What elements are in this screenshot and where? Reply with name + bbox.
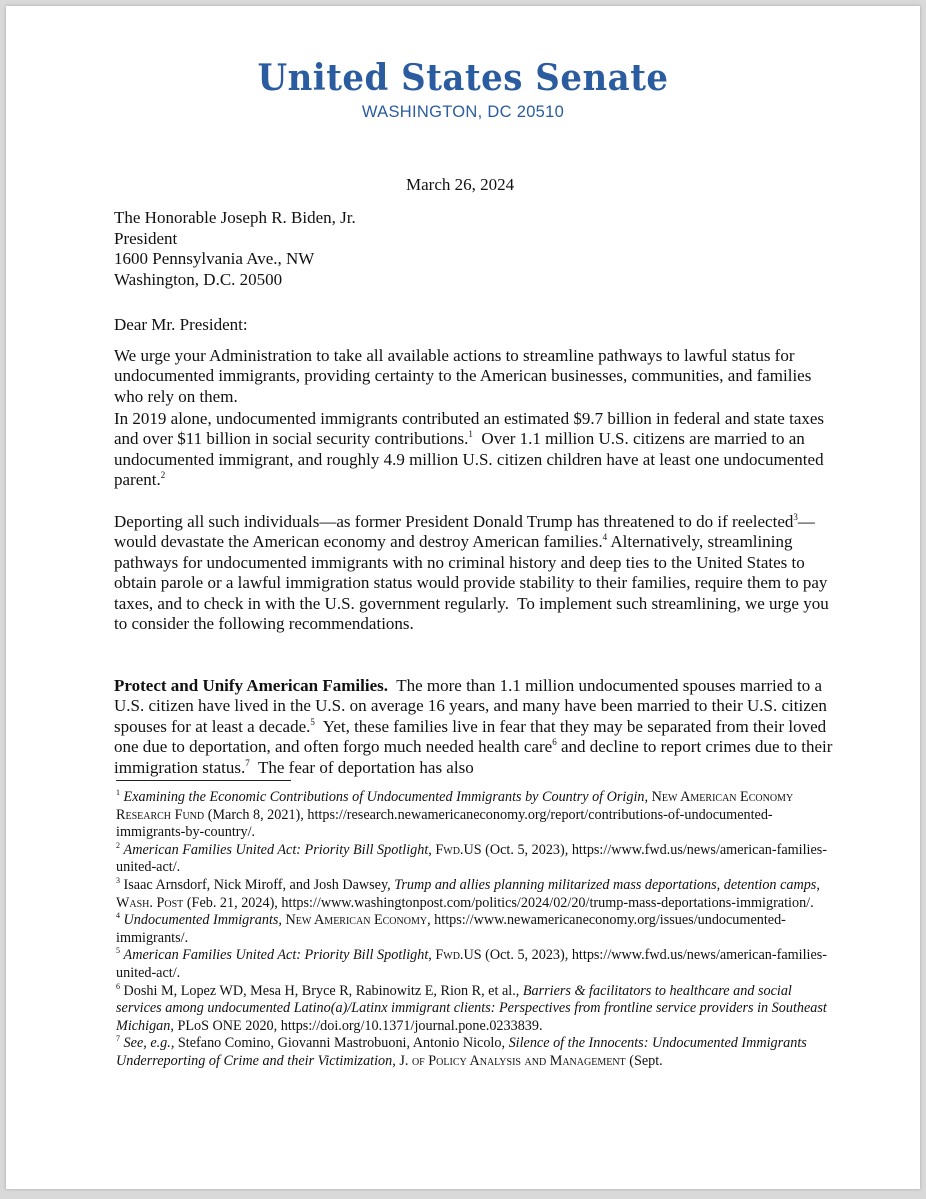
paragraph-2 <box>114 409 834 491</box>
footnote <box>116 1035 836 1070</box>
text: and decline to report crimes due to their immigration status. <box>114 737 833 777</box>
text: Deporting all such individuals—as former President Donald Trump has threatened to do if reelected <box>114 512 794 531</box>
paragraph-1: We urge your Administration to take all available actions to streamline pathways to lawful status for undocumented immigrants, providing certainty to the American businesses, communities, and families who rely on them. <box>114 346 812 406</box>
footnote-citation: (Oct. 5, 2023), https://www.fwd.us/news/american-families-united-act/. <box>116 947 828 981</box>
footnote <box>116 983 836 1036</box>
footnote-ref[interactable]: 3 <box>793 512 798 522</box>
footnote-citation: , PLoS ONE 2020, https://doi.org/10.1371/journal.pone.0233839. <box>170 1017 543 1034</box>
separator: , <box>816 876 820 893</box>
footnote-citation: (Oct. 5, 2023), https://www.fwd.us/news/american-families-united-act/. <box>116 841 828 876</box>
recipient-line: President <box>114 228 178 248</box>
footnote-title: Silence of the Innocents: Undocumented Immigrants Underreporting of Crime and their Victimization, <box>116 1035 807 1069</box>
footnote-ref[interactable]: 4 <box>602 532 608 543</box>
footnote-ref[interactable]: 5 <box>310 716 315 727</box>
footnote <box>116 877 836 912</box>
recipient-address <box>114 208 834 290</box>
text: Yet, these families live in fear that they may be separated from their loved one due to deportation, and often forgo much needed health care <box>114 716 831 757</box>
footnote-citation: , https://www.newamericaneconomy.org/issues/undocumented-immigrants/. <box>116 912 786 946</box>
footnote-citation: (Feb. 21, 2024), https://www.washingtonpost.com/politics/2024/02/20/trump-mass-deportations-immigration/. <box>183 894 814 911</box>
senate-address: WASHINGTON, DC 20510 <box>361 103 565 121</box>
footnote-title: American Families United Act: Priority Bill Spotlight, <box>123 841 432 858</box>
letterhead <box>6 58 920 122</box>
footnote-title: Undocumented Immigrants, <box>123 912 282 929</box>
footnote-authors: Doshi M, Lopez WD, Mesa H, Bryce R, Rabinowitz E, Rion R, et al., <box>123 982 523 999</box>
text: The fear of deportation has also <box>249 757 474 777</box>
paragraph-3 <box>114 512 834 634</box>
text: Over 1.1 million U.S. citizens are married to an undocumented immigrant, and roughly 4.9 million U.S. citizen children have at least one undocumented parent. <box>114 429 828 490</box>
footnote-ref[interactable]: 7 <box>245 757 250 768</box>
footnote-divider <box>116 780 291 781</box>
recipient-line: The Honorable Joseph R. Biden, Jr. <box>114 208 356 227</box>
footnote <box>116 789 836 842</box>
footnote-number: 1 <box>116 788 120 797</box>
salutation: Dear Mr. President: <box>114 315 248 334</box>
footnote <box>116 947 836 982</box>
section-heading: Protect and Unify American Families. <box>114 676 389 695</box>
footnote-title: American Families United Act: Priority Bill Spotlight, <box>123 947 432 964</box>
footnote-citation: (Sept. <box>625 1052 663 1069</box>
footnote-number: 7 <box>116 1034 120 1044</box>
footnote <box>116 842 836 877</box>
footnote-title: Examining the Economic Contributions of Undocumented Immigrants by Country of Origin, <box>123 789 649 805</box>
footnote-source: New American Economy <box>285 912 428 929</box>
text: The more than 1.1 million undocumented spouses married to a U.S. citizen have lived in the U.S. on average 16 years, and many have been married to their U.S. citizen spouses for at least a decade. <box>114 676 832 736</box>
footnote-ref[interactable]: 6 <box>552 737 557 748</box>
footnote <box>116 912 836 947</box>
recipient-line: 1600 Pennsylvania Ave., NW <box>114 249 315 268</box>
footnote-source: J. of Policy Analysis and Management <box>399 1052 626 1069</box>
footnote-source: Wash. Post <box>116 894 184 911</box>
footnote-authors: Isaac Arnsdorf, Nick Miroff, and Josh Dawsey, <box>123 876 395 893</box>
paragraph-4 <box>114 676 834 778</box>
footnote-number: 3 <box>116 875 120 885</box>
letter-date: March 26, 2024 <box>406 175 515 194</box>
footnote-ref[interactable]: 2 <box>160 470 166 481</box>
footnote-source: New American Economy Research Fund <box>116 789 794 823</box>
text: In 2019 alone, undocumented immigrants contributed an estimated $9.7 billion in federal and state taxes and over $11 billion in social security contributions. <box>114 409 825 449</box>
footnote-number: 4 <box>116 911 120 921</box>
footnote-ref[interactable]: 1 <box>468 429 473 440</box>
text: —would devastate the American economy and destroy American families. <box>114 512 815 552</box>
footnote-number: 5 <box>116 946 120 956</box>
text: Alternatively, streamlining pathways for undocumented immigrants with no criminal history and deep ties to the United States to obtain parole or a lawful immigration status would provide stability to their families, require them to pay taxes, and to check in with the U.S. government regularly. To implement such streamlining, we urge you to consider the following recommendations. <box>114 532 833 634</box>
footnote-title: Trump and allies planning militarized mass deportations, detention camps <box>394 876 817 893</box>
senate-title: United States Senate <box>257 56 669 100</box>
footnote-title: Barriers & facilitators to healthcare and social services among undocumented Latino(a)/Latinx immigrant clients: Perspectives from frontline service providers in Southeast Michigan <box>116 982 827 1034</box>
footnote-number: 6 <box>116 981 120 991</box>
letter-page <box>6 6 920 1189</box>
footnote-authors: Stefano Comino, Giovanni Mastrobuoni, Antonio Nicolo, <box>174 1035 509 1052</box>
footnote-citation: (March 8, 2021), https://research.newamericaneconomy.org/report/contributions-of-undocumented-immigrants-by-country/. <box>116 806 773 841</box>
footnote-source: Fwd.US <box>435 841 482 858</box>
footnotes <box>116 789 836 1071</box>
footnote-signal: See, e.g., <box>123 1035 175 1052</box>
recipient-line: Washington, D.C. 20500 <box>114 269 283 289</box>
footnote-number: 2 <box>116 840 120 850</box>
footnote-source: Fwd.US <box>435 947 482 964</box>
